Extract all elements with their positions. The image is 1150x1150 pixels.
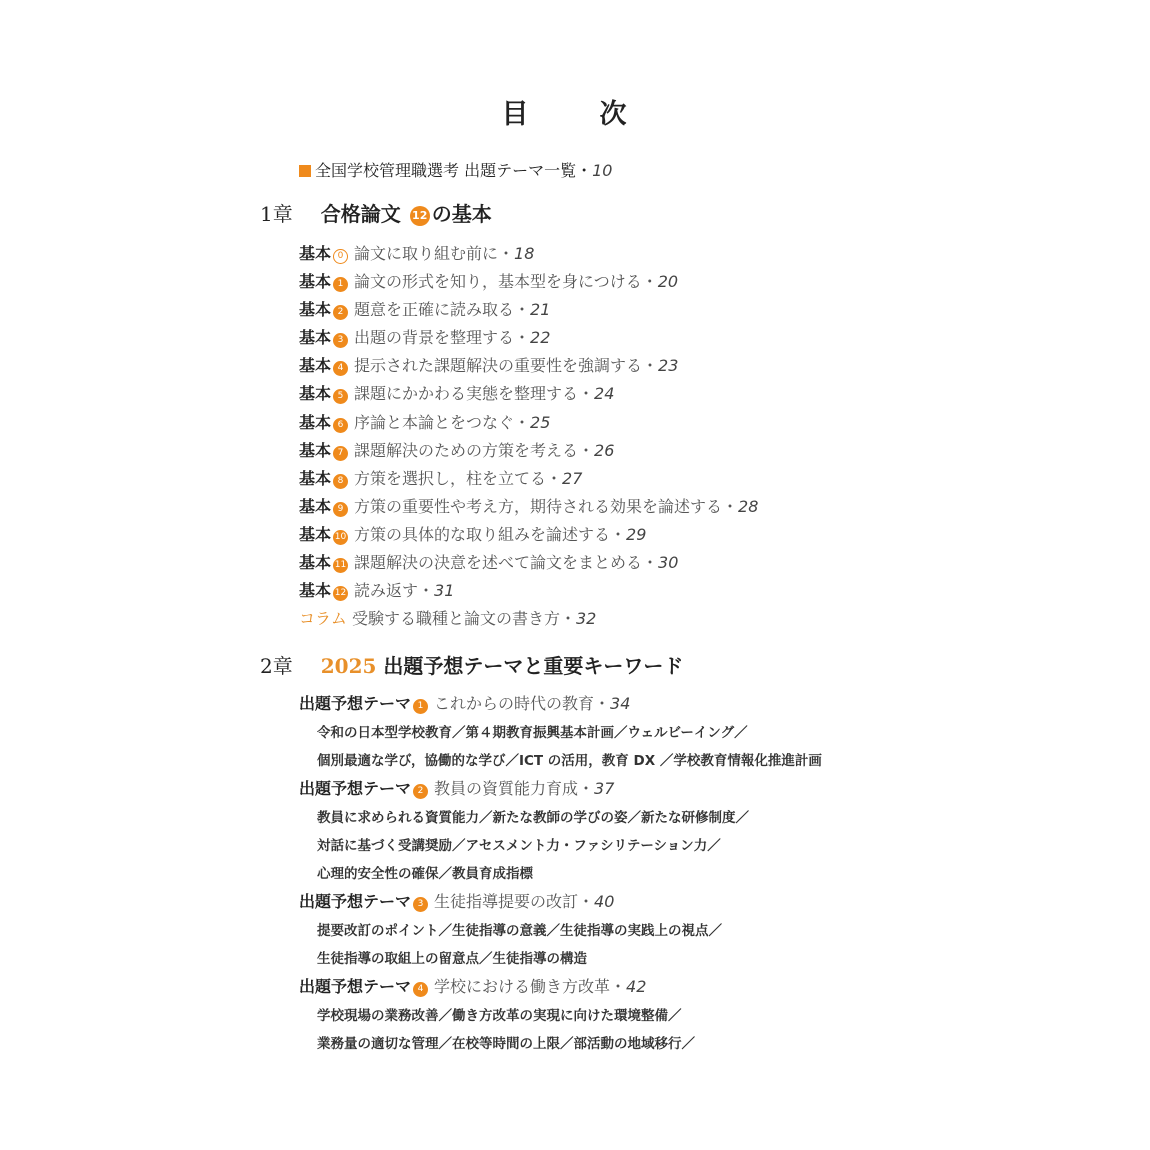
toc-entry-basic-9[interactable] [299,493,758,521]
entry-label: 基本 [299,328,332,348]
keyword-line: 個別最適な学び，協働的な学び／ICT の活用，教育 DX ／学校教育情報化推進計画 [317,753,822,769]
entry-label: 出題予想テーマ [299,892,412,911]
page-number: 21 [530,300,551,320]
entry-text: 学校における働き方改革・ [434,977,627,996]
toc-entry-theme-1[interactable] [299,690,822,719]
toc-entry-theme-2[interactable] [299,775,822,804]
page-number: 20 [657,272,679,292]
keyword-line: 令和の日本型学校教育／第４期教育振興基本計画／ウェルビーイング／ [317,725,748,741]
entry-label: 出題予想テーマ [299,977,412,996]
entry-text: 題意を正確に読み取る・ [354,300,531,320]
keyword-line: 教員に求められる資質能力／新たな教師の学びの姿／新たな研修制度／ [317,810,749,826]
entry-label: 基本 [299,524,332,544]
entry-label: 基本 [299,300,332,320]
number-circle-icon: 3 [333,333,348,348]
entry-text: 方策を選択し，柱を立てる・ [354,468,563,488]
entry-label: 基本 [299,384,332,404]
number-circle-icon: 0 [333,249,348,264]
number-circle-icon: 2 [333,305,348,320]
toc-entry-column[interactable] [299,605,758,633]
toc-entry-theme-3[interactable] [299,888,822,917]
number-circle-icon: 7 [333,446,348,461]
entry-text: 課題解決の決意を述べて論文をまとめる・ [354,553,659,573]
toc-entry-basic-11[interactable] [299,549,758,577]
page-number: 34 [610,694,631,713]
entry-text: 論文に取り組む前に・ [354,244,515,263]
page-number: 18 [514,244,535,263]
entry-label: 基本 [299,496,332,516]
keyword-line: 心理的安全性の確保／教員育成指標 [317,866,533,882]
basics-list [299,240,758,633]
keyword-line: 対話に基づく受講奨励／アセスメント力・ファシリテーション力／ [317,838,721,854]
toc-entry-basic-2[interactable] [299,296,758,324]
keyword-line: 生徒指導の取組上の留意点／生徒指導の構造 [317,951,587,967]
page-number: 24 [594,384,615,404]
page-number: 27 [562,468,583,488]
page-number: 10 [592,161,613,180]
number-circle-icon: 9 [333,502,348,517]
entry-text: 方策の具体的な取り組みを論述する・ [354,524,627,544]
entry-text: 課題にかかわる実態を整理する・ [354,384,595,404]
number-circle-icon: 1 [413,699,428,714]
entry-label: 基本 [299,468,332,488]
chapter-title: 出題予想テーマと重要キーワード [383,654,684,678]
number-badge-icon: 12 [410,206,430,226]
entry-text: 教員の資質能力育成・ [434,779,595,798]
entry-label: 基本 [299,553,332,573]
theme-list-label: 全国学校管理職選考 出題テーマ一覧・ [315,161,593,180]
number-circle-icon: 11 [333,558,348,573]
page-number: 25 [530,412,551,432]
page-number: 28 [738,496,759,516]
page-number: 22 [530,328,551,348]
entry-text: 課題解決のための方策を考える・ [354,440,595,460]
entry-label: 基本 [299,356,332,376]
number-circle-icon: 4 [413,982,428,997]
toc-entry-basic-0[interactable] [299,240,758,268]
entry-text: 方策の重要性や考え方，期待される効果を論述する・ [354,496,739,516]
entry-text: これからの時代の教育・ [434,694,611,713]
keyword-line: 学校現場の業務改善／働き方改革の実現に向けた環境整備／ [317,1008,682,1024]
chapter-title-post: の基本 [431,202,492,226]
number-circle-icon: 10 [333,530,348,545]
chapter-title-pre: 合格論文 [320,202,401,226]
page-number: 30 [658,553,679,573]
page-number: 31 [434,581,455,601]
toc-entry-basic-1[interactable] [299,268,758,296]
themes-list [299,690,822,1058]
entry-label: 出題予想テーマ [299,779,412,798]
entry-text: 提示された課題解決の重要性を強調する・ [354,356,659,376]
entry-text: 受験する職種と論文の書き方・ [351,609,576,629]
chapter-year: 2025 [320,654,377,678]
toc-entry-theme-4[interactable] [299,973,822,1002]
page-title: 目 次 [501,99,649,130]
toc-entry-basic-6[interactable] [299,409,758,437]
entry-label: 基本 [299,244,332,263]
toc-entry-basic-8[interactable] [299,465,758,493]
number-circle-icon: 8 [333,474,348,489]
entry-text: 序論と本論とをつなぐ・ [354,412,531,432]
number-circle-icon: 1 [333,277,348,292]
page-number: 40 [594,892,615,911]
entry-text: 出題の背景を整理する・ [354,328,531,348]
number-circle-icon: 3 [413,897,428,912]
toc-entry-basic-3[interactable] [299,324,758,352]
toc-entry-basic-12[interactable] [299,577,758,605]
entry-text: 生徒指導提要の改訂・ [434,892,595,911]
keyword-line: 提要改訂のポイント／生徒指導の意義／生徒指導の実践上の視点／ [317,923,722,939]
number-circle-icon: 12 [333,586,348,601]
square-bullet-icon [299,165,311,177]
page-number: 32 [575,609,597,629]
chapter-number: 1章 [260,202,293,226]
number-circle-icon: 2 [413,784,428,799]
column-label: コラム [299,609,347,629]
number-circle-icon: 4 [333,361,348,376]
toc-entry-basic-5[interactable] [299,380,758,408]
entry-label: 基本 [299,581,332,601]
entry-label: 出題予想テーマ [299,694,412,713]
entry-label: 基本 [299,412,332,432]
page-number: 37 [594,779,615,798]
number-circle-icon: 5 [333,389,348,404]
number-circle-icon: 6 [333,418,348,433]
page-number: 29 [626,524,647,544]
toc-entry-basic-4[interactable] [299,352,758,380]
chapter-1-heading[interactable] [260,198,492,227]
entry-text: 読み返す・ [354,581,435,601]
toc-entry-basic-10[interactable] [299,521,758,549]
toc-entry-basic-7[interactable] [299,437,758,465]
chapter-number: 2章 [260,654,293,678]
page-number: 42 [626,977,647,996]
page-number: 23 [658,356,679,376]
theme-list-entry[interactable] [299,158,612,181]
keyword-line: 業務量の適切な管理／在校等時間の上限／部活動の地域移行／ [317,1036,695,1052]
chapter-2-heading[interactable] [260,650,683,679]
entry-label: 基本 [299,272,332,292]
entry-label: 基本 [299,440,332,460]
page-number: 26 [594,440,615,460]
entry-text: 論文の形式を知り，基本型を身につける・ [354,272,658,292]
